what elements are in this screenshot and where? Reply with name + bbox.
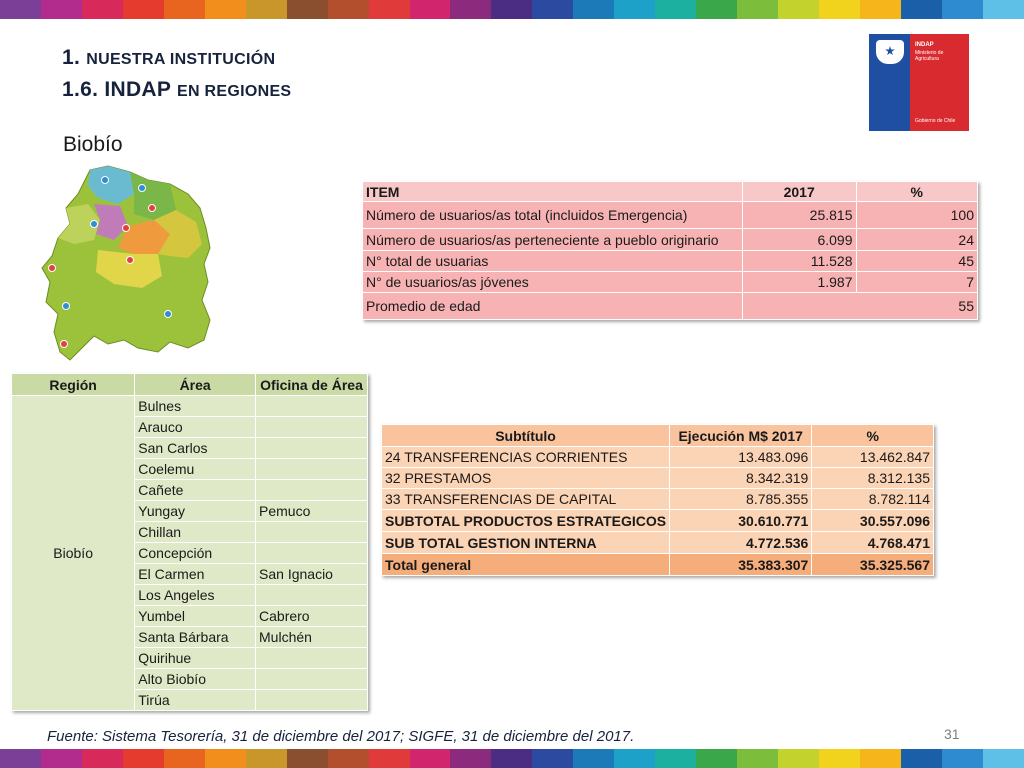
stripe-segment	[614, 0, 655, 19]
area-cell: Arauco	[135, 417, 256, 438]
office-cell	[256, 585, 368, 606]
office-cell	[256, 459, 368, 480]
stripe-segment	[778, 0, 819, 19]
header-percent: %	[856, 182, 978, 202]
stripe-segment	[860, 749, 901, 768]
row-label: 24 TRANSFERENCIAS CORRIENTES	[382, 447, 670, 468]
row-item: Número de usuarios/as perteneciente a pueblo originario	[363, 229, 743, 251]
area-cell: Yungay	[135, 501, 256, 522]
row-label: 32 PRESTAMOS	[382, 468, 670, 489]
stripe-segment	[901, 749, 942, 768]
stripe-segment	[246, 0, 287, 19]
map-office-marker-2	[139, 185, 146, 192]
top-color-stripe	[0, 0, 1024, 19]
logo-blue-panel	[869, 34, 910, 131]
table-header-row	[382, 425, 934, 447]
stripe-segment	[819, 0, 860, 19]
stripe-segment	[983, 0, 1024, 19]
map-office-marker-6	[127, 257, 134, 264]
area-cell: Chillan	[135, 522, 256, 543]
stripe-segment	[491, 0, 532, 19]
area-cell: Cañete	[135, 480, 256, 501]
map-office-marker-5	[149, 205, 156, 212]
map-office-marker-3	[91, 221, 98, 228]
row-percent: 13.462.847	[812, 447, 934, 468]
stripe-segment	[573, 749, 614, 768]
table-row-subtotal	[382, 532, 934, 554]
stripe-segment	[655, 0, 696, 19]
row-percent: 4.768.471	[812, 532, 934, 554]
stripe-segment	[901, 0, 942, 19]
row-label: Total general	[382, 554, 670, 576]
region-table-body	[12, 396, 368, 711]
indap-logo	[869, 34, 969, 131]
stripe-segment	[737, 0, 778, 19]
map-office-marker-10	[165, 311, 172, 318]
table-row	[363, 202, 978, 229]
area-cell: Tirúa	[135, 690, 256, 711]
table-row	[382, 447, 934, 468]
stripe-segment	[696, 0, 737, 19]
row-item: Número de usuarios/as total (incluidos Emergencia)	[363, 202, 743, 229]
row-value: 1.987	[742, 272, 856, 293]
area-cell: Yumbel	[135, 606, 256, 627]
stripe-segment	[655, 749, 696, 768]
area-cell: Los Angeles	[135, 585, 256, 606]
stripe-segment	[123, 0, 164, 19]
row-execution: 13.483.096	[670, 447, 812, 468]
stripe-segment	[860, 0, 901, 19]
logo-ministry: Ministerio de Agricultura	[915, 50, 944, 62]
table-row-subtotal	[382, 510, 934, 532]
office-cell	[256, 438, 368, 459]
biobio-region-map	[38, 164, 218, 369]
header-item: ITEM	[363, 182, 743, 202]
stripe-segment	[450, 0, 491, 19]
stripe-segment	[287, 0, 328, 19]
stripe-segment	[246, 749, 287, 768]
stripe-segment	[328, 749, 369, 768]
area-cell: San Carlos	[135, 438, 256, 459]
logo-government: Gobierno de Chile	[915, 118, 956, 124]
stripe-segment	[0, 749, 41, 768]
row-percent: 45	[856, 251, 978, 272]
stripe-segment	[164, 0, 205, 19]
stripe-segment	[369, 749, 410, 768]
stripe-segment	[819, 749, 860, 768]
office-cell	[256, 690, 368, 711]
row-value: 6.099	[742, 229, 856, 251]
logo-red-panel	[910, 34, 969, 131]
row-execution: 4.772.536	[670, 532, 812, 554]
coat-of-arms-icon	[876, 40, 904, 64]
row-percent: 100	[856, 202, 978, 229]
source-footnote: Fuente: Sistema Tesorería, 31 de diciembre del 2017; SIGFE, 31 de diciembre del 2017.	[47, 728, 635, 745]
page-number: 31	[944, 726, 960, 742]
table-row	[363, 293, 978, 320]
stripe-segment	[41, 749, 82, 768]
region-cell: Biobío	[12, 396, 135, 711]
row-item: N° de usuarios/as jóvenes	[363, 272, 743, 293]
header-execution: Ejecución M$ 2017	[670, 425, 812, 447]
area-cell: Bulnes	[135, 396, 256, 417]
area-cell: Coelemu	[135, 459, 256, 480]
stripe-segment	[41, 0, 82, 19]
row-percent: 35.325.567	[812, 554, 934, 576]
stripe-segment	[532, 749, 573, 768]
row-percent: 8.782.114	[812, 489, 934, 510]
row-value: 25.815	[742, 202, 856, 229]
users-statistics-table	[362, 181, 978, 320]
budget-execution-table	[381, 424, 934, 576]
row-label: 33 TRANSFERENCIAS DE CAPITAL	[382, 489, 670, 510]
table-header-row	[12, 374, 368, 396]
stripe-segment	[328, 0, 369, 19]
row-percent: 7	[856, 272, 978, 293]
header-year: 2017	[742, 182, 856, 202]
row-label: SUB TOTAL GESTION INTERNA	[382, 532, 670, 554]
row-label: SUBTOTAL PRODUCTOS ESTRATEGICOS	[382, 510, 670, 532]
office-cell	[256, 669, 368, 690]
table-row	[363, 229, 978, 251]
map-office-marker-7	[49, 265, 56, 272]
area-cell: Alto Biobío	[135, 669, 256, 690]
stripe-segment	[696, 749, 737, 768]
stripe-segment	[164, 749, 205, 768]
row-percent: 24	[856, 229, 978, 251]
row-execution: 35.383.307	[670, 554, 812, 576]
stripe-segment	[82, 749, 123, 768]
section-title	[62, 46, 275, 70]
section-title-prefix: 1.	[62, 46, 87, 69]
stripe-segment	[0, 0, 41, 19]
row-execution: 30.610.771	[670, 510, 812, 532]
stripe-segment	[942, 749, 983, 768]
table-row-total	[382, 554, 934, 576]
table-header-row	[363, 182, 978, 202]
row-execution: 8.785.355	[670, 489, 812, 510]
area-cell: Concepción	[135, 543, 256, 564]
stripe-segment	[491, 749, 532, 768]
office-cell	[256, 396, 368, 417]
subsection-title	[62, 78, 291, 102]
area-cell: El Carmen	[135, 564, 256, 585]
header-office: Oficina de Área	[256, 374, 368, 396]
office-cell: Pemuco	[256, 501, 368, 522]
office-cell: Mulchén	[256, 627, 368, 648]
header-percent: %	[812, 425, 934, 447]
stripe-segment	[410, 749, 451, 768]
stripe-segment	[983, 749, 1024, 768]
map-office-marker-9	[61, 341, 68, 348]
office-cell	[256, 522, 368, 543]
map-office-marker-4	[123, 225, 130, 232]
office-cell	[256, 648, 368, 669]
office-cell	[256, 417, 368, 438]
region-offices-table	[11, 373, 368, 711]
table-row	[12, 396, 368, 417]
stripe-segment	[410, 0, 451, 19]
area-cell: Quirihue	[135, 648, 256, 669]
table-row	[382, 468, 934, 489]
stripe-segment	[942, 0, 983, 19]
header-region: Región	[12, 374, 135, 396]
table-row	[363, 272, 978, 293]
stripe-segment	[205, 749, 246, 768]
section-title-text: NUESTRA INSTITUCIÓN	[86, 51, 276, 68]
stripe-segment	[614, 749, 655, 768]
stripe-segment	[369, 0, 410, 19]
row-item: Promedio de edad	[363, 293, 743, 320]
stripe-segment	[287, 749, 328, 768]
subsection-title-prefix: 1.6. INDAP	[62, 78, 177, 101]
stripe-segment	[450, 749, 491, 768]
office-cell	[256, 543, 368, 564]
row-percent: 8.312.135	[812, 468, 934, 489]
subsection-title-text: EN REGIONES	[176, 83, 292, 100]
row-item: N° total de usuarias	[363, 251, 743, 272]
stripe-segment	[532, 0, 573, 19]
header-subtitle: Subtítulo	[382, 425, 670, 447]
row-percent: 30.557.096	[812, 510, 934, 532]
bottom-color-stripe	[0, 749, 1024, 768]
logo-name: INDAP	[915, 42, 934, 48]
row-value: 11.528	[742, 251, 856, 272]
map-office-marker-1	[102, 177, 109, 184]
region-subtitle: Biobío	[63, 133, 123, 156]
row-execution: 8.342.319	[670, 468, 812, 489]
office-cell: Cabrero	[256, 606, 368, 627]
table-row	[363, 251, 978, 272]
map-nuble-area	[130, 172, 176, 220]
office-cell	[256, 480, 368, 501]
table-row	[382, 489, 934, 510]
row-value: 55	[742, 293, 977, 320]
header-area: Área	[135, 374, 256, 396]
stripe-segment	[778, 749, 819, 768]
stripe-segment	[123, 749, 164, 768]
stripe-segment	[82, 0, 123, 19]
map-office-marker-8	[63, 303, 70, 310]
stripe-segment	[573, 0, 614, 19]
stripe-segment	[205, 0, 246, 19]
area-cell: Santa Bárbara	[135, 627, 256, 648]
office-cell: San Ignacio	[256, 564, 368, 585]
stripe-segment	[737, 749, 778, 768]
